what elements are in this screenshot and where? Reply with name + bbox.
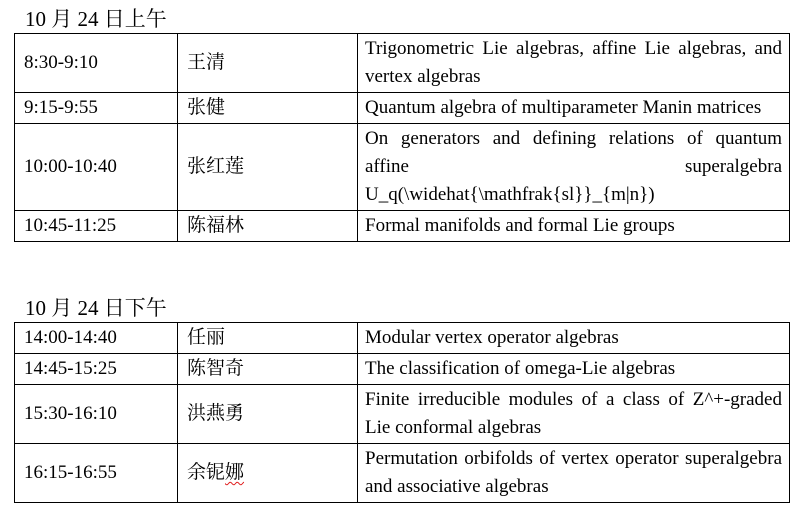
session-morning <box>14 7 808 242</box>
speaker-cell: 陈福林 <box>178 211 358 242</box>
time-cell: 9:15-9:55 <box>15 93 178 124</box>
session-title-morning: 10 月 24 日上午 <box>25 7 167 31</box>
speaker-cell: 张健 <box>178 93 358 124</box>
speaker-cell <box>178 444 358 503</box>
time-cell: 10:00-10:40 <box>15 124 178 211</box>
speaker-cell: 王清 <box>178 34 358 93</box>
talk-title-cell: Formal manifolds and formal Lie groups <box>358 211 790 242</box>
speaker-cell: 张红莲 <box>178 124 358 211</box>
talk-title-cell: Permutation orbifolds of vertex operator superalgebra and associative algebras <box>358 444 790 503</box>
schedule-table-afternoon <box>14 322 790 503</box>
time-cell: 16:15-16:55 <box>15 444 178 503</box>
time-cell: 14:45-15:25 <box>15 354 178 385</box>
table-row <box>15 211 790 242</box>
talk-title-cell: The classification of omega-Lie algebras <box>358 354 790 385</box>
speaker-cell: 洪燕勇 <box>178 385 358 444</box>
table-row <box>15 93 790 124</box>
talk-title-cell: Quantum algebra of multiparameter Manin matrices <box>358 93 790 124</box>
time-cell: 10:45-11:25 <box>15 211 178 242</box>
table-row <box>15 124 790 211</box>
talk-title-cell: On generators and defining relations of quantum affine superalgebra U_q(\widehat{\mathfrak{sl}}_{m|n}) <box>358 124 790 211</box>
speaker-cell: 任丽 <box>178 323 358 354</box>
table-row <box>15 354 790 385</box>
time-cell: 14:00-14:40 <box>15 323 178 354</box>
speaker-name-part: 余铌 <box>187 462 226 483</box>
table-row <box>15 323 790 354</box>
talk-title-cell: Modular vertex operator algebras <box>358 323 790 354</box>
schedule-table-morning <box>14 33 790 242</box>
table-row <box>15 385 790 444</box>
talk-title-cell: Trigonometric Lie algebras, affine Lie algebras, and vertex algebras <box>358 34 790 93</box>
time-cell: 8:30-9:10 <box>15 34 178 93</box>
session-title-afternoon: 10 月 24 日下午 <box>25 296 167 320</box>
talk-title-cell: Finite irreducible modules of a class of Z^+-graded Lie conformal algebras <box>358 385 790 444</box>
table-row <box>15 34 790 93</box>
spellcheck-underlined-char: 娜 <box>225 462 245 483</box>
time-cell: 15:30-16:10 <box>15 385 178 444</box>
speaker-cell: 陈智奇 <box>178 354 358 385</box>
session-afternoon <box>14 296 808 503</box>
table-row <box>15 444 790 503</box>
